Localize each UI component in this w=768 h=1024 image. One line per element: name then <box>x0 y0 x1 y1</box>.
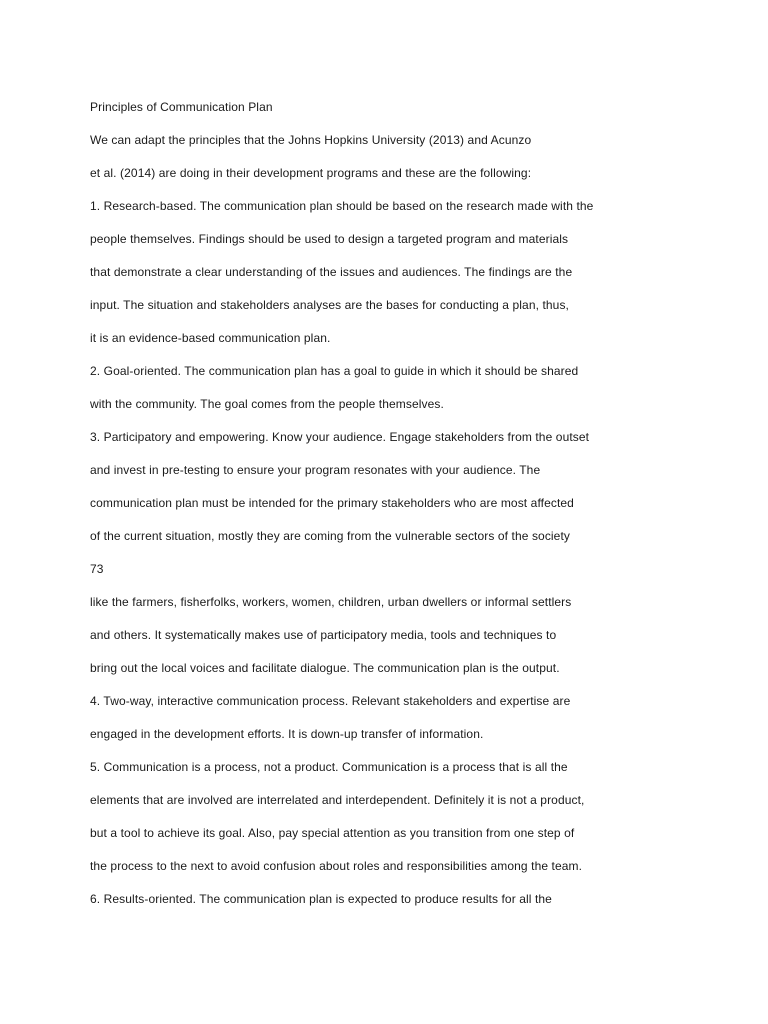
text-line: bring out the local voices and facilitate dialogue. The communication plan is the output. <box>90 661 560 675</box>
text-line: engaged in the development efforts. It is down-up transfer of information. <box>90 727 484 741</box>
text-line: of the current situation, mostly they are coming from the vulnerable sectors of the society <box>90 529 570 543</box>
text-line: communication plan must be intended for the primary stakeholders who are most affected <box>90 496 574 510</box>
text-line: but a tool to achieve its goal. Also, pay special attention as you transition from one step of <box>90 826 575 840</box>
text-line: 5. Communication is a process, not a product. Communication is a process that is all the <box>90 760 568 774</box>
text-line: elements that are involved are interrelated and interdependent. Definitely it is not a product, <box>90 793 585 807</box>
text-line: that demonstrate a clear understanding of the issues and audiences. The findings are the <box>90 265 573 279</box>
text-line: the process to the next to avoid confusion about roles and responsibilities among the team. <box>90 859 583 873</box>
text-line: and invest in pre-testing to ensure your program resonates with your audience. The <box>90 463 541 477</box>
text-line: We can adapt the principles that the Johns Hopkins University (2013) and Acunzo <box>90 133 532 147</box>
text-line: 4. Two-way, interactive communication process. Relevant stakeholders and expertise are <box>90 694 571 708</box>
text-line: 2. Goal-oriented. The communication plan has a goal to guide in which it should be shared <box>90 364 579 378</box>
text-line: 1. Research-based. The communication plan should be based on the research made with the <box>90 199 594 213</box>
text-line: input. The situation and stakeholders analyses are the bases for conducting a plan, thus, <box>90 298 569 312</box>
text-line: people themselves. Findings should be used to design a targeted program and materials <box>90 232 569 246</box>
text-line: et al. (2014) are doing in their development programs and these are the following: <box>90 166 532 180</box>
text-line: and others. It systematically makes use of participatory media, tools and techniques to <box>90 628 557 642</box>
text-line: 3. Participatory and empowering. Know your audience. Engage stakeholders from the outset <box>90 430 590 444</box>
text-line: it is an evidence-based communication plan. <box>90 331 331 345</box>
section-title: Principles of Communication Plan <box>90 100 273 114</box>
text-line: like the farmers, fisherfolks, workers, women, children, urban dwellers or informal settlers <box>90 595 572 609</box>
document-body <box>90 91 730 916</box>
text-line: with the community. The goal comes from the people themselves. <box>90 397 444 411</box>
page-number: 73 <box>90 562 104 576</box>
text-line: 6. Results-oriented. The communication plan is expected to produce results for all the <box>90 892 552 906</box>
